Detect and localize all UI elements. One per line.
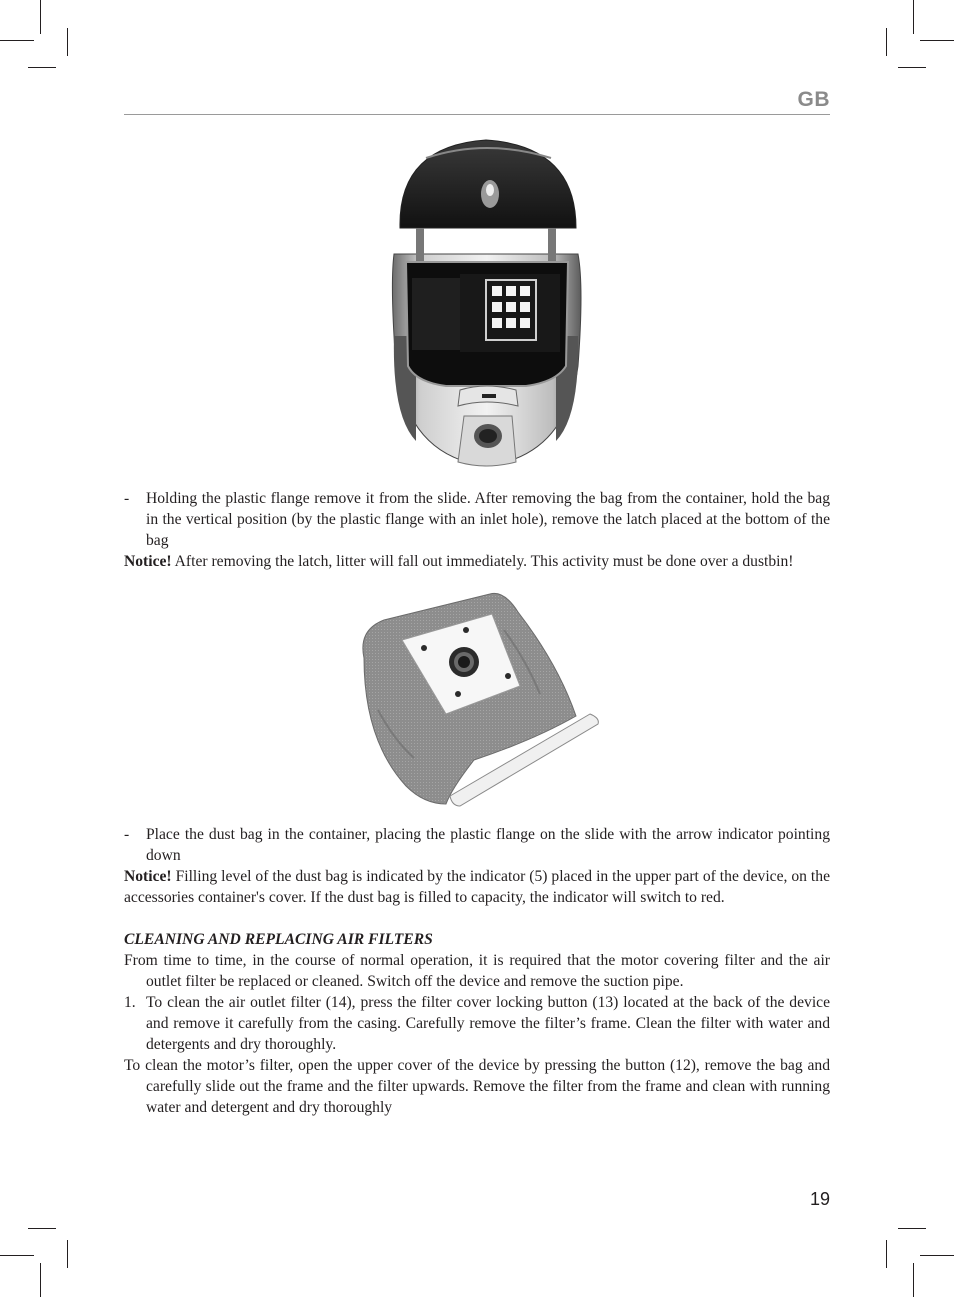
notice-text: After removing the latch, litter will fall out immediately. This activity must be done over a dustbin! <box>171 553 794 570</box>
crop-mark <box>898 1228 926 1229</box>
crop-mark <box>0 40 34 41</box>
crop-mark <box>28 1228 56 1229</box>
crop-mark <box>67 28 68 56</box>
page-number: 19 <box>809 1189 830 1209</box>
crop-mark <box>913 1263 914 1297</box>
section-heading: CLEANING AND REPLACING AIR FILTERS <box>124 931 433 948</box>
dust-bag-illustration <box>354 590 600 814</box>
crop-mark <box>40 1263 41 1297</box>
crop-mark <box>920 40 954 41</box>
crop-mark <box>28 67 56 68</box>
notice-paragraph <box>124 551 830 572</box>
crop-mark <box>886 1240 887 1268</box>
vacuum-open-lid-illustration <box>386 136 586 470</box>
notice-label: Notice! <box>124 868 172 885</box>
crop-mark <box>40 0 41 34</box>
intro-paragraph: From time to time, in the course of normal operation, it is required that the motor covering filter and the air outlet filter be replaced or cleaned. Switch off the device and remove the suction pipe. <box>124 952 830 990</box>
bullet-marker: - <box>124 490 130 507</box>
bullet-text: Holding the plastic flange remove it from the slide. After removing the bag from the container, hold the bag in the vertical position (by the plastic flange with an inlet hole), remove the latch placed at the bottom of the bag <box>146 490 830 549</box>
bullet-marker: - <box>124 826 130 843</box>
language-code: GB <box>797 88 830 111</box>
bullet-text: Place the dust bag in the container, placing the plastic flange on the slide with the arrow indicator pointing down <box>146 826 830 864</box>
crop-mark <box>898 67 926 68</box>
crop-mark <box>0 1255 34 1256</box>
notice-label: Notice! <box>124 553 172 570</box>
header-rule <box>124 114 830 115</box>
step-number: 1. <box>124 994 136 1011</box>
instruction-bullet <box>124 488 830 551</box>
numbered-step <box>124 992 830 1055</box>
outro-paragraph: To clean the motor’s filter, open the upper cover of the device by pressing the button (12), remove the bag and carefully slide out the frame and the filter upwards. Remove the filter from the frame and clean with running water and detergent and dry thoroughly <box>124 1057 830 1116</box>
notice-paragraph <box>124 866 830 908</box>
crop-mark <box>913 0 914 34</box>
crop-mark <box>920 1255 954 1256</box>
crop-mark <box>886 28 887 56</box>
notice-text: Filling level of the dust bag is indicated by the indicator (5) placed in the upper part of the device, on the accessories container's cover. If the dust bag is filled to capacity, the indicator will switch to red. <box>124 868 830 906</box>
crop-mark <box>67 1240 68 1268</box>
step-text: To clean the air outlet filter (14), press the filter cover locking button (13) located at the back of the device and remove it carefully from the casing. Carefully remove the filter’s frame. Clean the filter with water and detergents and dry thoroughly. <box>146 994 830 1053</box>
instruction-bullet <box>124 824 830 866</box>
